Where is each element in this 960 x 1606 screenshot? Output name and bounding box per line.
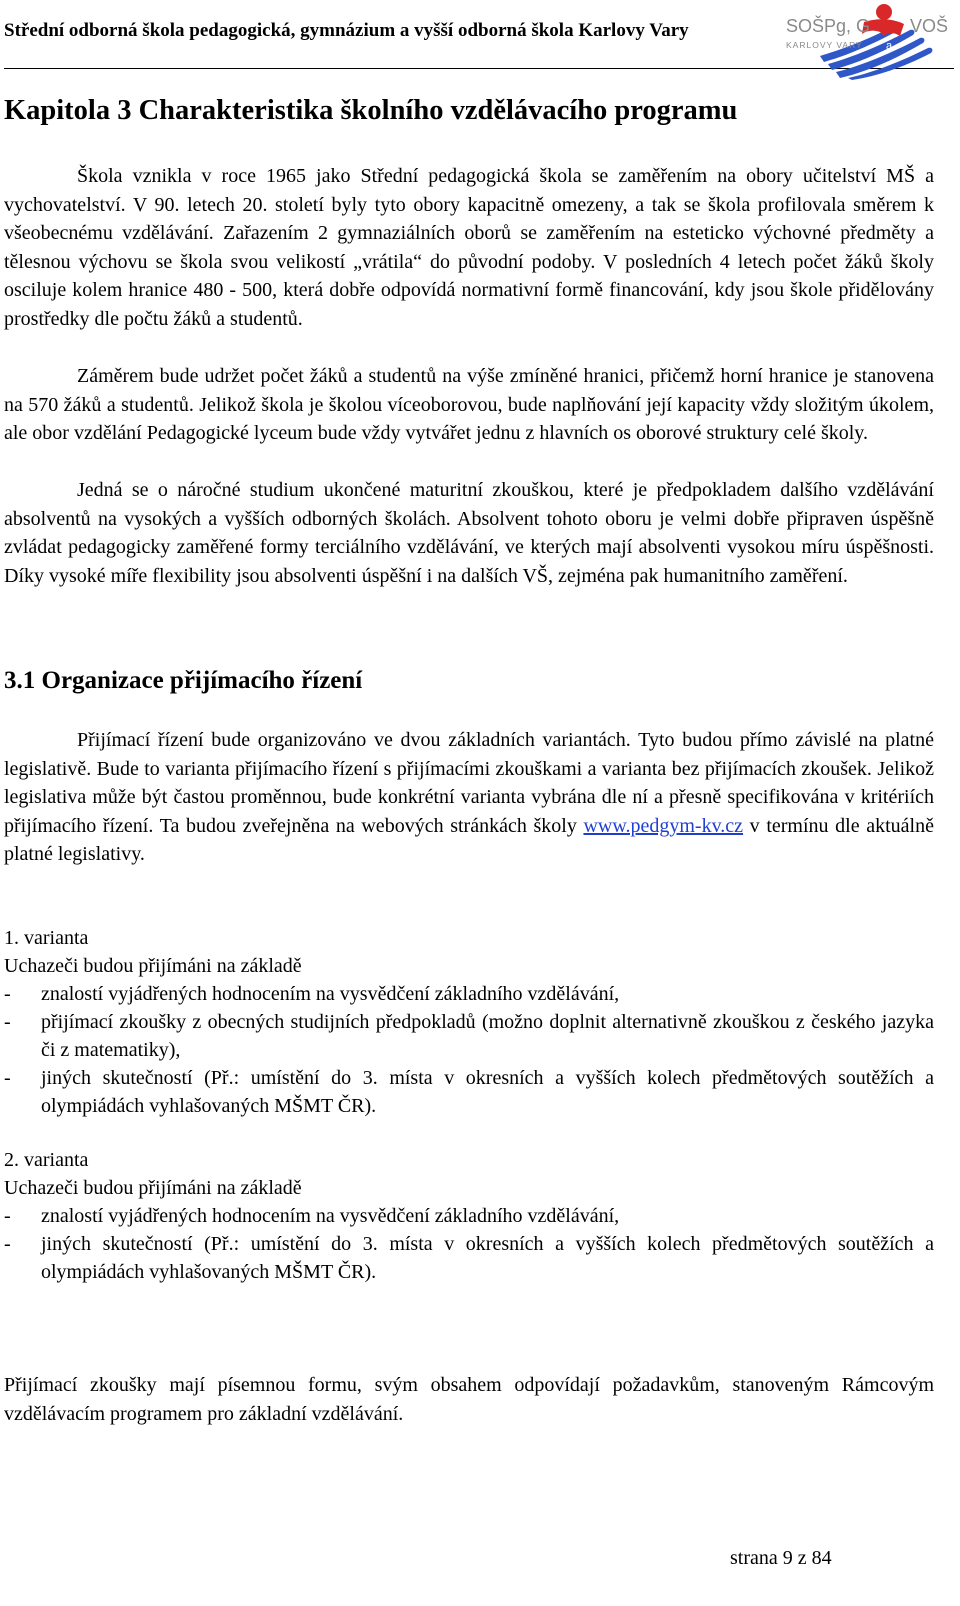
logo-text-right: VOŠ	[910, 16, 949, 36]
variant-2-item	[4, 1230, 934, 1286]
intro-text-after-link: v termínu dle aktuálně platné legislativy.	[4, 814, 934, 866]
logo-text-a: a	[886, 40, 893, 52]
list-dash: -	[4, 1233, 11, 1255]
chapter-paragraph-1: Škola vznikla v roce 1965 jako Střední pedagogická škola se zaměřením na obory učitelství MŠ a vychovatelství. V 90. letech 20. století byly tyto obory kapacitně omezeny, a tak se škola profilovala směrem k všeobecnému vzdělávání. Zařazením 2 gymnaziálních oborů se zaměřením na esteticko výchovné předměty a tělesnou výchovu se škola svou velikostí „vrátila“ do původní podoby. V posledních 4 letech počet žáků školy osciluje kolem hranice 480 - 500, která dobře odpovídá normativní formě financování, kdy jsou škole přidělovány prostředky dle počtu žáků a studentů.	[4, 165, 934, 330]
school-logo	[780, 2, 956, 80]
school-website-link[interactable]: www.pedgym-kv.cz	[583, 814, 744, 837]
list-dash: -	[4, 983, 11, 1005]
section-heading: 3.1 Organizace přijímacího řízení	[4, 667, 363, 694]
logo-text-left: SOŠPg, G	[786, 16, 871, 36]
logo-text-city: KARLOVY VARY	[786, 40, 863, 50]
variant-1-item-text: jiných skutečností (Př.: umístění do 3. místa v okresních a vyšších kolech předmětových soutěžích a olympiádách vyhlašovaných MŠMT ČR).	[41, 1067, 934, 1117]
variant-2-title: 2. varianta	[4, 1149, 89, 1171]
list-dash: -	[4, 1067, 11, 1089]
closing-paragraph: Přijímací zkoušky mají písemnou formu, svým obsahem odpovídají požadavkům, stanoveným Rámcovým vzdělávacím programem pro základní vzdělávání.	[4, 1374, 934, 1425]
variant-2-item-text: jiných skutečností (Př.: umístění do 3. místa v okresních a vyšších kolech předmětových soutěžích a olympiádách vyhlašovaných MŠMT ČR).	[41, 1233, 934, 1283]
variant-1-item-text: přijímací zkoušky z obecných studijních předpokladů (možno doplnit alternativně zkouškou z českého jazyka či z matematiky),	[41, 1011, 934, 1061]
variant-2-item-text: znalostí vyjádřených hodnocením na vysvědčení základního vzdělávání,	[41, 1205, 620, 1227]
section-intro-paragraph	[4, 726, 934, 869]
variant-1-lead: Uchazeči budou přijímáni na základě	[4, 955, 302, 977]
school-name: Střední odborná škola pedagogická, gymnázium a vyšší odborná škola Karlovy Vary	[4, 20, 689, 41]
variant-1-item	[4, 980, 934, 1008]
list-dash: -	[4, 1011, 11, 1033]
intro-text-before-link: Přijímací řízení bude organizováno ve dvou základních variantách. Tyto budou přímo závislé na platné legislativě. Bude to varianta přijímacího řízení s přijímacími zkouškami a varianta bez přijímacích zkoušek. Jelikož legislativa může být častou proměnnou, bude konkrétní varianta vybrána dle ní a přesně specifikována v kritériích přijímacího řízení. Ta budou zveřejněna na webových stránkách školy	[4, 729, 934, 837]
variant-1-item-text: znalostí vyjádřených hodnocením na vysvědčení základního vzdělávání,	[41, 983, 620, 1005]
chapter-paragraph-2: Záměrem bude udržet počet žáků a studentů na výše zmíněné hranici, přičemž horní hranice je stanovena na 570 žáků a studentů. Jelikož škola je školou víceoborovou, bude naplňování její kapacity vždy složitým úkolem, ale obor vzdělání Pedagogické lyceum bude vždy vytvářet jednu z hlavních os oborové struktury celé školy.	[4, 365, 934, 445]
page-number: strana 9 z 84	[730, 1547, 832, 1569]
chapter-paragraph-3: Jedná se o náročné studium ukončené maturitní zkouškou, které je předpokladem dalšího vzdělávání absolventů na vysokých a vyšších odborných školách. Absolvent tohoto oboru je velmi dobře připraven úspěšně zvládat pedagogicky zaměřené formy terciálního vzdělávání, ve kterých mají absolventi vysokou míru úspěšnosti. Díky vysoké míře flexibility jsou absolventi úspěšní i na dalších VŠ, zejména pak humanitního zaměření.	[4, 479, 934, 587]
variant-1-item	[4, 1064, 934, 1120]
variant-2-lead: Uchazeči budou přijímáni na základě	[4, 1177, 302, 1199]
list-dash: -	[4, 1205, 11, 1227]
page-header	[0, 0, 960, 80]
variant-1-item	[4, 1008, 934, 1064]
chapter-heading: Kapitola 3 Charakteristika školního vzdělávacího programu	[4, 95, 738, 126]
variant-2-item	[4, 1202, 934, 1230]
variant-1-title: 1. varianta	[4, 927, 89, 949]
